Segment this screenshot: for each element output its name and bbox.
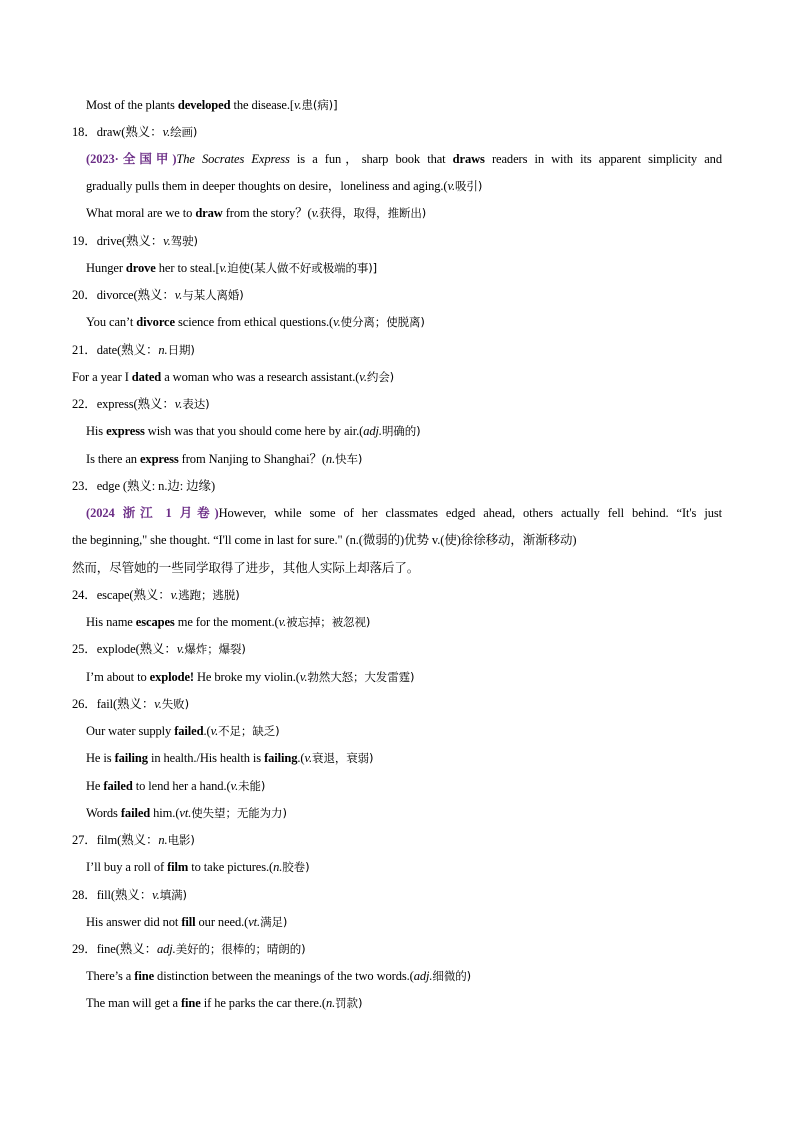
text-segment: (2023·全国甲) xyxy=(86,152,177,166)
text-segment: 驾驶) xyxy=(170,234,198,248)
text-segment: 27．film(熟义： xyxy=(72,833,159,847)
vocab-entry-heading xyxy=(72,832,195,848)
text-segment: 获得，取得，推断出) xyxy=(319,206,427,220)
text-segment: His xyxy=(86,424,107,438)
text-segment: There’s a xyxy=(86,969,135,983)
text-segment: gradually pulls them in deeper thoughts on desire，loneliness and aging.( xyxy=(86,179,448,193)
text-segment: v. xyxy=(311,206,320,220)
text-segment: v. xyxy=(163,234,171,248)
text-segment: fine xyxy=(134,969,155,983)
vocab-entry-heading xyxy=(72,887,187,903)
example-line xyxy=(86,859,309,875)
text-segment: me for the moment.( xyxy=(174,615,279,629)
text-segment: 与某人离婚) xyxy=(182,288,244,302)
text-segment: 满足) xyxy=(260,915,288,929)
text-segment: v. xyxy=(299,670,308,684)
text-segment: 表达) xyxy=(182,397,210,411)
text-segment: failed xyxy=(174,724,204,738)
text-segment: fine xyxy=(180,996,201,1010)
example-line xyxy=(72,560,419,576)
text-segment: 绘画) xyxy=(170,125,198,139)
text-segment: a woman who was a research assistant.( xyxy=(161,370,360,384)
text-segment: He broke my violin.( xyxy=(193,670,300,684)
text-segment: 美好的；很棒的；晴朗的) xyxy=(175,942,306,956)
text-segment: 衰退，衰弱) xyxy=(312,751,374,765)
text-segment: vt. xyxy=(248,915,261,929)
text-segment: v. xyxy=(174,397,183,411)
text-segment: 迫使(某人做不好或极端的事)] xyxy=(227,261,378,275)
example-line xyxy=(86,423,421,439)
text-segment: dated xyxy=(131,370,162,384)
text-segment: What moral are we to xyxy=(86,206,196,220)
text-segment: His name xyxy=(86,615,136,629)
vocab-entry-heading xyxy=(72,396,210,412)
example-line xyxy=(86,723,280,739)
vocab-entry-heading xyxy=(72,233,198,249)
text-segment: 不足；缺乏) xyxy=(218,724,280,738)
text-segment: draws xyxy=(452,152,485,166)
example-line xyxy=(86,914,287,930)
text-segment: v. xyxy=(447,179,456,193)
text-segment: 23．edge (熟义: n.边: 边缘) xyxy=(72,479,216,493)
text-segment: v. xyxy=(162,125,171,139)
example-line xyxy=(86,260,377,276)
vocab-entry-heading xyxy=(72,342,195,358)
example-line xyxy=(86,505,722,521)
example-line xyxy=(72,369,394,385)
text-segment: v. xyxy=(278,615,287,629)
text-segment: For a year I xyxy=(72,370,132,384)
text-segment: 被忘掉；被忽视) xyxy=(286,615,371,629)
text-segment: 使分离；使脱离) xyxy=(340,315,425,329)
text-segment: 18．draw(熟义： xyxy=(72,125,163,139)
text-segment: failed xyxy=(103,779,133,793)
text-segment: 快车) xyxy=(335,452,363,466)
text-segment: to take pictures.( xyxy=(188,860,274,874)
text-segment: I’ll buy a roll of xyxy=(86,860,168,874)
example-line xyxy=(86,669,414,685)
vocab-entry-heading xyxy=(72,124,197,140)
text-segment: adj. xyxy=(157,942,176,956)
text-segment: distinction between the meanings of the two words.( xyxy=(154,969,414,983)
text-segment: n. xyxy=(158,833,168,847)
text-segment: Words xyxy=(86,806,121,820)
example-line xyxy=(86,805,287,821)
example-line xyxy=(86,97,337,113)
text-segment: 填满) xyxy=(159,888,187,902)
text-segment: You can’t xyxy=(86,315,137,329)
vocab-entry-heading xyxy=(72,478,215,494)
text-segment: express xyxy=(106,424,145,438)
example-line xyxy=(86,995,362,1011)
text-segment: v. xyxy=(154,697,162,711)
vocab-entry-heading xyxy=(72,696,189,712)
text-segment: vt. xyxy=(179,806,192,820)
text-segment: draw xyxy=(195,206,223,220)
text-segment: 然而，尽管她的一些同学取得了进步，其他人实际上却落后了。 xyxy=(72,560,420,575)
text-segment: I’m about to xyxy=(86,670,150,684)
text-segment: v. xyxy=(174,288,183,302)
text-segment: express xyxy=(139,452,179,466)
text-segment: to lend her a hand.( xyxy=(132,779,231,793)
text-segment: v. xyxy=(176,642,185,656)
example-line xyxy=(86,314,425,330)
example-line xyxy=(86,750,373,766)
text-segment: The man will get a xyxy=(86,996,181,1010)
text-segment: 爆炸；爆裂) xyxy=(184,642,246,656)
text-segment: 吸引) xyxy=(455,179,483,193)
vocab-entry-heading xyxy=(72,941,306,957)
text-segment: 21．date(熟义： xyxy=(72,343,159,357)
example-line xyxy=(86,205,426,221)
text-segment: explode! xyxy=(149,670,194,684)
example-line xyxy=(86,778,265,794)
text-segment: 勃然大怒；大发雷霆) xyxy=(307,670,415,684)
text-segment: the disease.[ xyxy=(230,98,294,112)
text-segment: n. xyxy=(273,860,283,874)
text-segment: He xyxy=(86,779,104,793)
text-segment: 日期) xyxy=(167,343,195,357)
text-segment: 逃跑；逃脱) xyxy=(178,588,240,602)
text-segment: is a fun，sharp book that xyxy=(289,152,453,166)
text-segment: .( xyxy=(297,751,305,765)
text-segment: film xyxy=(167,860,189,874)
text-segment: 19．drive(熟义： xyxy=(72,234,164,248)
example-line xyxy=(72,532,576,548)
text-segment: 28．fill(熟义： xyxy=(72,888,153,902)
vocab-entry-heading xyxy=(72,641,246,657)
text-segment: 患(病)] xyxy=(301,98,338,112)
text-segment: v. xyxy=(210,724,219,738)
text-segment: He is xyxy=(86,751,115,765)
text-segment: the beginning," she thought. “I'll come in last for sure." (n.(微弱的)优势 v.(使)徐徐移动，渐渐移动) xyxy=(72,533,577,547)
text-segment: 25．explode(熟义： xyxy=(72,642,177,656)
example-line xyxy=(86,178,482,194)
text-segment: 使失望；无能为力) xyxy=(191,806,287,820)
text-segment: adj. xyxy=(413,969,433,983)
text-segment: 明确的) xyxy=(381,424,421,438)
text-segment: v. xyxy=(304,751,313,765)
text-segment: Is there an xyxy=(86,452,140,466)
example-line xyxy=(86,968,471,984)
text-segment: fill xyxy=(181,915,196,929)
vocab-entry-heading xyxy=(72,287,244,303)
text-segment: failed xyxy=(120,806,151,820)
example-line xyxy=(86,614,370,630)
text-segment: adj. xyxy=(363,424,382,438)
text-segment: The Socrates Express xyxy=(176,152,290,166)
text-segment: 未能) xyxy=(238,779,266,793)
text-segment: n. xyxy=(325,452,336,466)
text-segment: escapes xyxy=(135,615,175,629)
text-segment: 失败) xyxy=(161,697,189,711)
text-segment: v. xyxy=(230,779,239,793)
text-segment: 26．fail(熟义： xyxy=(72,697,155,711)
text-segment: 约会) xyxy=(366,370,395,384)
text-segment: science from ethical questions.( xyxy=(174,315,334,329)
text-segment: from Nanjing to Shanghai？( xyxy=(178,452,326,466)
text-segment: 20．divorce(熟义： xyxy=(72,288,175,302)
text-segment: 罚款) xyxy=(335,996,363,1010)
example-line xyxy=(86,151,722,167)
text-segment: Hunger xyxy=(86,261,126,275)
text-segment: in health./His health is xyxy=(147,751,265,765)
text-segment: His answer did not xyxy=(86,915,182,929)
text-segment: v. xyxy=(152,888,160,902)
text-segment: divorce xyxy=(136,315,175,329)
text-segment: him.( xyxy=(150,806,180,820)
text-segment: .( xyxy=(203,724,211,738)
text-segment: Our water supply xyxy=(86,724,175,738)
text-segment: However, while some of her classmates edged ahead, others actually fell behind. “It's just xyxy=(218,506,722,520)
text-segment: v. xyxy=(170,588,179,602)
text-segment: v. xyxy=(359,370,367,384)
text-segment: 22．express(熟义： xyxy=(72,397,175,411)
vocab-entry-heading xyxy=(72,587,240,603)
text-segment: 24．escape(熟义： xyxy=(72,588,171,602)
text-segment: if he parks the car there.( xyxy=(200,996,326,1010)
text-segment: Most of the plants xyxy=(86,98,178,112)
text-segment: 电影) xyxy=(167,833,195,847)
text-segment: from the story？( xyxy=(222,206,312,220)
text-segment: v. xyxy=(219,261,228,275)
text-segment: drove xyxy=(125,261,156,275)
text-segment: wish was that you should come here by air.( xyxy=(144,424,364,438)
text-segment: v. xyxy=(293,98,302,112)
text-segment: readers in with its apparent simplicity and xyxy=(484,152,722,166)
text-segment: her to steal.[ xyxy=(155,261,220,275)
text-segment: n. xyxy=(325,996,336,1010)
text-segment: failing xyxy=(114,751,148,765)
text-segment: 胶卷) xyxy=(282,860,310,874)
text-segment: failing xyxy=(264,751,298,765)
text-segment: developed xyxy=(177,98,231,112)
text-segment: 29．fine(熟义： xyxy=(72,942,157,956)
text-segment: (2024 浙江 1 月卷) xyxy=(86,506,219,520)
text-segment: our need.( xyxy=(195,915,249,929)
text-segment: n. xyxy=(158,343,168,357)
text-segment: v. xyxy=(333,315,341,329)
text-segment: 细微的) xyxy=(432,969,472,983)
example-line xyxy=(86,451,362,467)
